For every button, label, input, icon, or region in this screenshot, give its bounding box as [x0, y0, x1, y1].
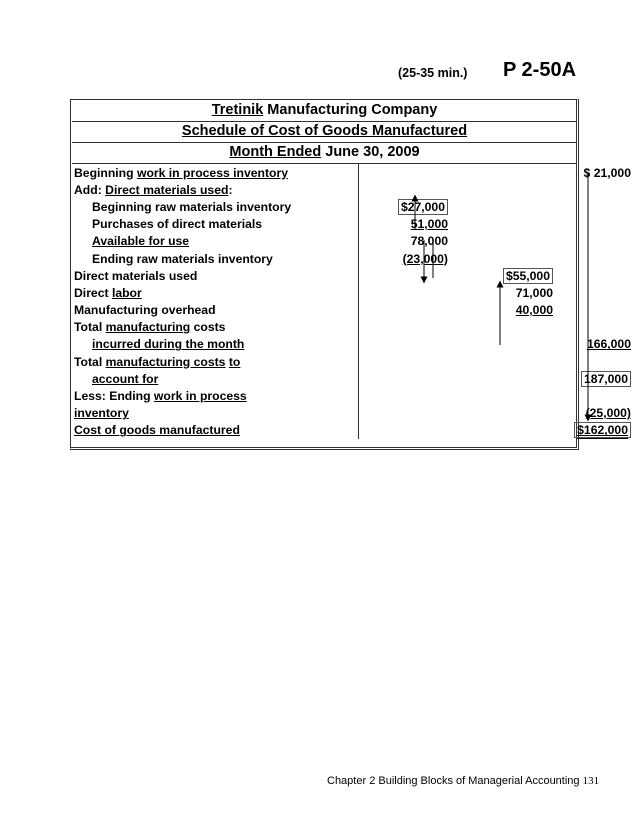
title-rule-2	[72, 142, 576, 143]
table-row	[72, 198, 635, 215]
table-row	[72, 267, 635, 284]
table-row	[72, 336, 635, 353]
table-row	[72, 422, 635, 439]
row-value: $27,000	[359, 198, 467, 215]
page-number: 131	[582, 775, 600, 787]
table-row	[72, 181, 635, 198]
row-value: $ 21,000	[583, 165, 631, 180]
period-rest: June 30, 2009	[321, 144, 420, 160]
table-row	[72, 302, 635, 319]
row-value: $55,000	[466, 267, 557, 284]
footer-text: Chapter 2 Building Blocks of Managerial Accounting	[327, 775, 583, 787]
row-label: Manufacturing overhead	[72, 302, 359, 319]
table-row	[72, 216, 635, 233]
company-name	[70, 102, 579, 118]
table-row	[72, 250, 635, 267]
row-value: (23,000)	[402, 251, 448, 266]
schedule-name	[70, 123, 579, 139]
table-row	[72, 370, 635, 387]
row-value: 78,000	[410, 234, 448, 249]
company-name-first: Tretinik	[211, 102, 264, 118]
row-label: Available for use	[72, 233, 359, 250]
row-label: Less: Ending work in process	[72, 387, 359, 404]
schedule-name-text: Schedule of Cost of Goods Manufactured	[181, 123, 468, 139]
row-value: 166,000	[586, 337, 631, 352]
row-value: $162,000	[557, 422, 635, 439]
table-row	[72, 233, 635, 250]
row-value: 51,000	[410, 217, 448, 232]
table-row	[72, 284, 635, 301]
row-label: incurred during the month	[72, 336, 359, 353]
period	[70, 144, 579, 160]
row-value: (25,000)	[585, 406, 631, 421]
row-label: Direct labor	[72, 284, 359, 301]
row-value: 187,000	[557, 370, 635, 387]
row-label: Purchases of direct materials	[72, 216, 359, 233]
table-row	[72, 319, 635, 336]
company-name-rest: Manufacturing Company	[263, 102, 438, 118]
problem-number: P 2-50A	[503, 59, 577, 81]
schedule-table	[72, 164, 635, 439]
row-value: 71,000	[515, 285, 553, 300]
row-label: Add: Direct materials used:	[72, 181, 359, 198]
row-label: Cost of goods manufactured	[72, 422, 359, 439]
row-label: Beginning raw materials inventory	[72, 198, 359, 215]
table-row	[72, 353, 635, 370]
period-first: Month Ended	[229, 144, 322, 160]
page-footer	[327, 775, 599, 787]
time-estimate: (25-35 min.)	[398, 66, 468, 80]
title-rule-1	[72, 121, 576, 122]
schedule-title	[70, 99, 579, 163]
row-label: Direct materials used	[72, 267, 359, 284]
row-label: Total manufacturing costs	[72, 319, 359, 336]
row-label: Ending raw materials inventory	[72, 250, 359, 267]
table-row	[72, 164, 635, 181]
row-label: account for	[72, 370, 359, 387]
row-label: inventory	[72, 405, 359, 422]
row-label: Beginning work in process inventory	[72, 164, 359, 181]
row-label: Total manufacturing costs to	[72, 353, 359, 370]
table-row	[72, 387, 635, 404]
table-row	[72, 405, 635, 422]
row-value: 40,000	[515, 303, 553, 318]
